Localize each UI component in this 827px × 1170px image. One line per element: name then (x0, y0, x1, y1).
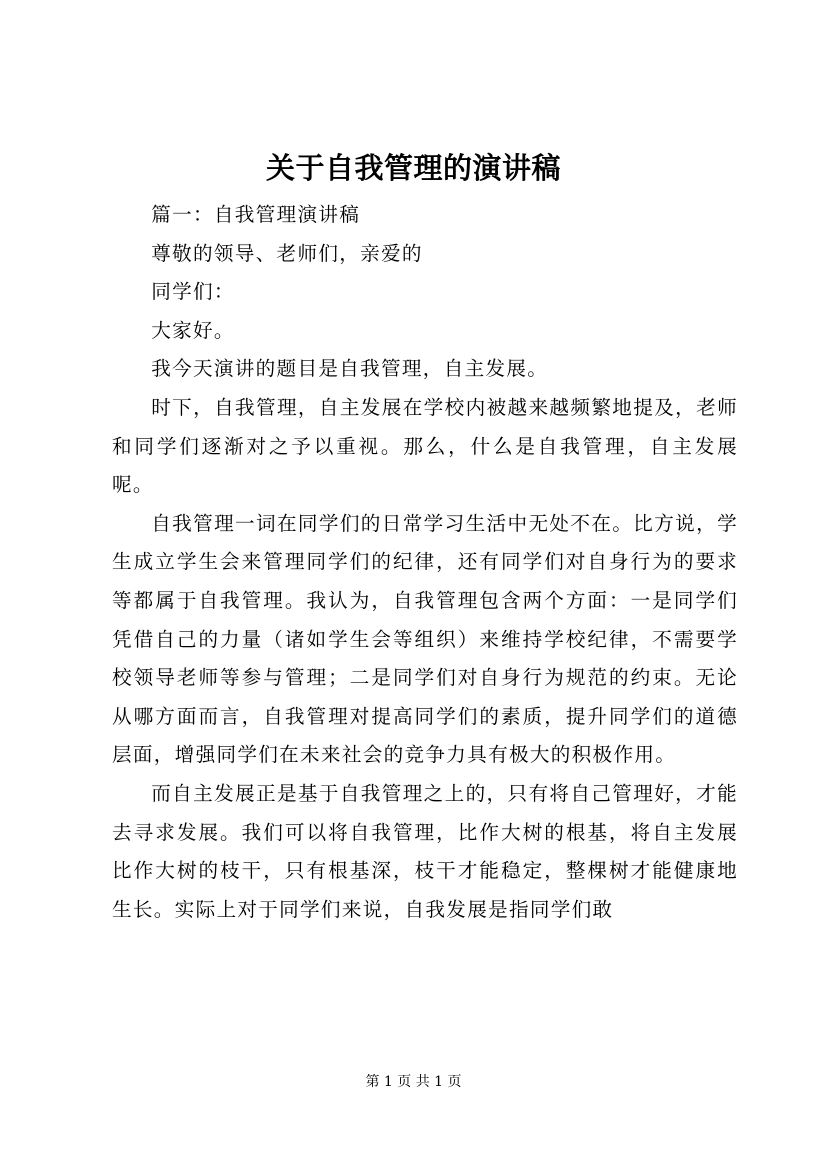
paragraph-greeting: 大家好。 (151, 318, 235, 342)
paragraph-topic: 我今天演讲的题目是自我管理，自主发展。 (151, 357, 549, 381)
paragraph-salutation-cont: 同学们： (151, 280, 235, 304)
paragraph-section-heading: 篇一：自我管理演讲稿 (151, 203, 361, 226)
paragraph-body: 自我管理一词在同学们的日常学习生活中无处不在。比方说，学生成立学生会来管理同学们的纪律，还有同学们对自身行为的要求等都属于自我管理。我认为，自我管理包含两个方面：一是同学们凭借自己的力量（诸如学生会等组织）来维持学校纪律，不需要学校领导老师等参与管理；二是同学们对自身行为规范的约束。无论从哪方面而言，自我管理对提高同学们的素质，提升同学们的道德层面，增强同学们在未来社会的竞争力具有极大的积极作用。 (112, 511, 738, 767)
paragraph-body: 而自主发展正是基于自我管理之上的，只有将自己管理好，才能去寻求发展。我们可以将自我管理，比作大树的根基，将自主发展比作大树的枝干，只有根基深，枝干才能稳定，整棵树才能健康地生长。实际上对于同学们来说，自我发展是指同学们敢 (112, 781, 738, 921)
paragraph-body: 时下，自我管理，自主发展在学校内被越来越频繁地提及，老师和同学们逐渐对之予以重视。那么，什么是自我管理，自主发展呢。 (112, 395, 738, 497)
document-title: 关于自我管理的演讲稿 (265, 151, 561, 185)
document-body (112, 196, 738, 929)
page-number-footer: 第 1 页 共 1 页 (365, 1074, 462, 1090)
paragraph-salutation: 尊敬的领导、老师们，亲爱的 (151, 241, 423, 265)
